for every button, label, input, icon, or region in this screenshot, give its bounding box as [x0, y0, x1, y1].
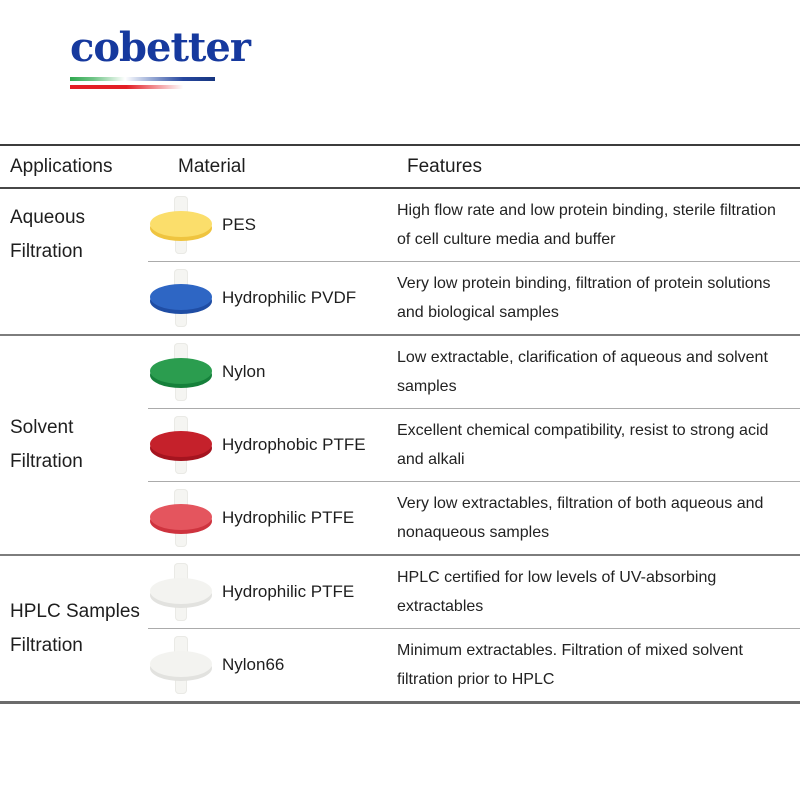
filter-disc-face — [150, 578, 212, 604]
syringe-filter-white-icon — [150, 563, 212, 621]
table-section — [0, 189, 800, 336]
filter-disc-face — [150, 358, 212, 384]
application-label-line: Aqueous — [10, 207, 86, 228]
table-row — [148, 336, 800, 408]
material-label: Hydrophobic PTFE — [222, 435, 366, 454]
material-label: Hydrophilic PVDF — [222, 288, 357, 307]
logo-gradient-bar-green-blue — [70, 77, 215, 81]
application-label-line: Filtration — [10, 451, 83, 472]
table-row — [148, 628, 800, 701]
features-text: HPLC certified for low levels of UV-absorbing extractables — [397, 569, 717, 615]
syringe-filter-blue-icon — [150, 269, 212, 327]
filter-disc-face — [150, 651, 212, 677]
filter-disc-face — [150, 284, 212, 310]
application-label — [0, 411, 148, 479]
application-label-line: Filtration — [10, 241, 83, 262]
section-rows — [148, 336, 800, 554]
header-applications: Applications — [10, 155, 113, 177]
table-row — [148, 189, 800, 261]
features-text: High flow rate and low protein binding, sterile filtration of cell culture media and buffer — [397, 202, 776, 248]
features-text: Low extractable, clarification of aqueous and solvent samples — [397, 349, 768, 395]
table-row — [148, 408, 800, 481]
filter-disc-face — [150, 504, 212, 530]
section-rows — [148, 556, 800, 701]
table-section — [0, 556, 800, 704]
table-row — [148, 556, 800, 628]
material-label: PES — [222, 215, 257, 234]
syringe-filter-red-icon — [150, 416, 212, 474]
material-label: Hydrophilic PTFE — [222, 508, 355, 527]
header-material: Material — [178, 155, 246, 177]
application-label-line: Filtration — [10, 634, 83, 656]
features-text: Very low protein binding, filtration of protein solutions and biological samples — [397, 275, 771, 321]
features-text: Minimum extractables. Filtration of mixed solvent filtration prior to HPLC — [397, 642, 743, 688]
logo-gradient-bar-red — [70, 85, 188, 89]
section-rows — [148, 189, 800, 334]
table-section — [0, 336, 800, 556]
application-label-line: HPLC Samples — [10, 600, 140, 622]
table-row — [148, 261, 800, 334]
application-label-line: Solvent — [10, 417, 74, 438]
features-text: Very low extractables, filtration of both aqueous and nonaqueous samples — [397, 495, 764, 541]
material-label: Nylon66 — [222, 655, 285, 674]
table-body — [0, 189, 800, 704]
material-label: Hydrophilic PTFE — [222, 582, 355, 601]
features-text: Excellent chemical compatibility, resist to strong acid and alkali — [397, 422, 769, 468]
syringe-filter-green-icon — [150, 343, 212, 401]
cobetter-logo — [70, 22, 290, 89]
logo-wordmark: cobetter — [70, 24, 250, 71]
material-label: Nylon — [222, 362, 266, 381]
syringe-filter-lightred-icon — [150, 489, 212, 547]
header-features: Features — [407, 155, 482, 177]
syringe-filter-yellow-icon — [150, 196, 212, 254]
filter-disc-face — [150, 431, 212, 457]
syringe-filter-white-icon — [150, 636, 212, 694]
table-row — [148, 481, 800, 554]
table-header-row — [0, 144, 800, 189]
application-label — [0, 189, 148, 334]
application-label — [0, 595, 148, 663]
filter-products-table — [0, 144, 800, 704]
filter-disc-face — [150, 211, 212, 237]
